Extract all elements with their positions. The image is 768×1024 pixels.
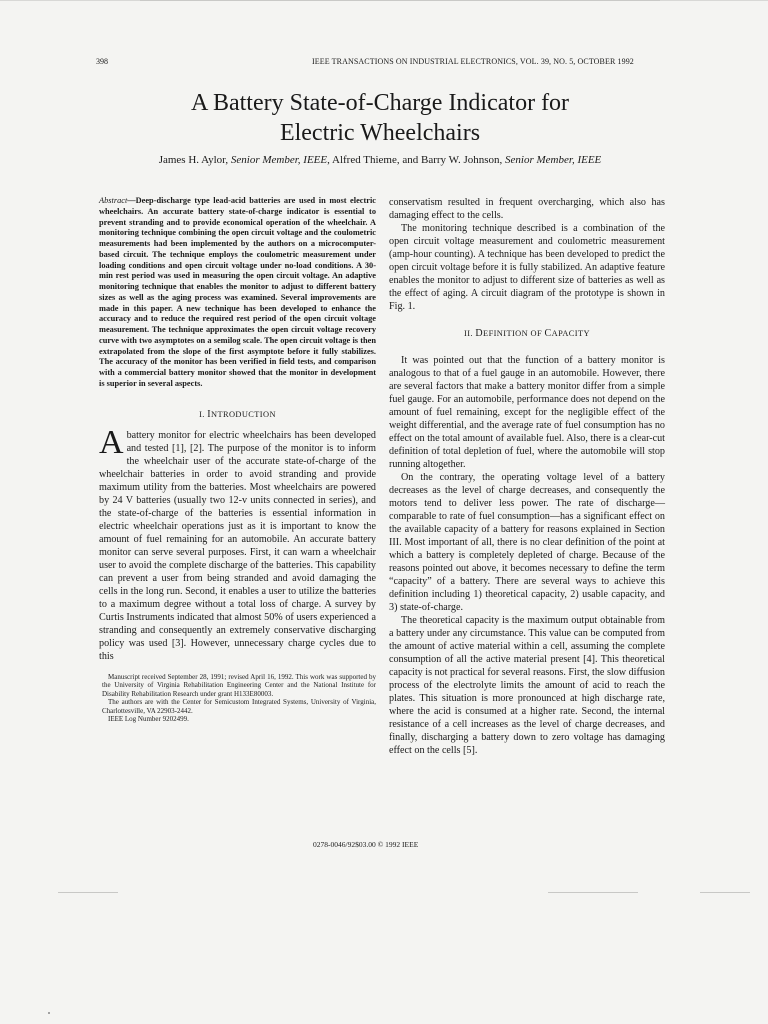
right-column — [389, 196, 665, 757]
author-1-role: Senior Member, IEEE — [230, 154, 328, 166]
scan-artifact — [58, 892, 118, 893]
section-1-heading — [99, 408, 376, 421]
journal-header: IEEE TRANSACTIONS ON INDUSTRIAL ELECTRONICS, VOL. 39, NO. 5, OCTOBER 1992 — [312, 57, 634, 66]
section-1-initial: I — [207, 408, 212, 420]
paper-title — [96, 88, 664, 148]
paragraph-fuel-gauge: It was pointed out that the function of a battery monitor is analogous to that of a fuel gauge in an automobile. However, there are several factors that make a battery monitor differ from a simple fuel gauge. For an automobile, performance does not depend on the amount of fuel remaining, except for the negligible effect of the weight differential, and the average rate of fuel consumption has no effect on the total amount of available fuel. Also, there is a clear-cut definition of total depletion of fuel, where the automobile will stop running altogether. — [389, 355, 665, 470]
section-2-initial-c: C — [544, 328, 552, 339]
paragraph-theoretical-capacity: The theoretical capacity is the maximum output obtainable from a battery under any circumstance. This value can be computed from the amount of active material within a cell, assuming the complete consumption of all the active material present [4]. This theoretical capacity is not practical for several reasons. First, the slow diffusion process of the electrolyte limits the amount of acid to reach the plates. This situation is more pronounced at high discharge rate, where the acid is consumed at a higher rate. Second, the internal resistance of a cell increases as the level of charge decreases, and finally, discharging a battery down to zero voltage has damaging effect on the cells [5]. — [389, 615, 665, 756]
scan-artifact — [548, 892, 638, 893]
introduction-paragraph — [99, 423, 376, 663]
scan-edge-line — [140, 0, 660, 1]
section-2-heading — [389, 327, 665, 340]
author-3-role: Senior Member, IEEE — [505, 154, 602, 166]
paragraph-continuation: conservatism resulted in frequent overcharging, which also has damaging effect to the cells. — [389, 197, 665, 221]
section-1-numeral: I. — [199, 409, 208, 419]
footnote-affiliation: The authors are with the Center for Semicustom Integrated Systems, University of Virginia, Charlottesville, VA 22903-2442. — [102, 698, 376, 715]
page-number: 398 — [96, 57, 108, 66]
author-2-3-names: , Alfred Thieme, and Barry W. Johnson, — [327, 154, 506, 166]
section-2-initial-d: D — [475, 328, 484, 339]
section-1-rest: NTRODUCTION — [211, 409, 276, 419]
author-1-name: James H. Aylor, — [158, 154, 231, 166]
paragraph-operating-voltage: On the contrary, the operating voltage level of a battery decreases as the level of charge decreases, and consequently the motors tend to deliver less power. The rate of discharge—comparable to rate of fuel consumption—has a significant effect on the available capacity of a battery for reasons explained in Section III. Most important of all, there is no clear definition of the point at which a battery is completely depleted of charge. Because of the reasons pointed out above, it becomes necessary to define the term “capacity” of a battery. There are several ways to achieve this definition including 1) theoretical capacity, 2) usable capacity, and 3) state-of-charge. — [389, 472, 665, 613]
scan-artifact — [48, 1012, 50, 1014]
footnote — [99, 673, 376, 725]
introduction-text: battery monitor for electric wheelchairs has been developed and tested [1], [2]. The purpose of the monitor is to inform the wheelchair user of the accurate state-of-charge of the wheelchair batteries in order to avoid stranding and provide maximum utility from the batteries. Most wheelchairs are powered by 24 V batteries (usually two 12-v units connected in series), and the state-of-charge of the batteries is essential information in electric wheelchair operations just as it is important to know the amount of fuel remaining for an automobile. An accurate battery monitor can serve several purposes. First, it can warn a wheelchair user to avoid the complete discharge of the batteries. This capability can prevent a user from being stranded and avoid damaging the cells in the long run. Second, it enables a user to utilize the batteries to a maximum degree without a total loss of charge. A survey by Curtis Instruments indicated that almost 50% of users experienced a stranding and consequently an extremely conservative discharging policy was used [3]. However, unnecessary charge cycles due to this — [99, 429, 376, 662]
section-2-numeral: II. — [464, 329, 476, 338]
abstract-text: —Deep-discharge type lead-acid batteries are used in most electric wheelchairs. An accurate battery state-of-charge indicator is essential to prevent stranding and to provide economical operation of the wheelchair. A monitoring technique combining the open circuit voltage and the coulometric measurements had been implemented by the authors on a microcomputer-based circuit. The technique employs the coulometric measurement under loading conditions and open circuit voltage under no-load conditions. A 30-min rest period was used in measuring the open circuit voltage. An adaptive monitoring technique that enables the monitor to adjust to different battery sizes as well as the aging process was examined. Several improvements are made in this paper. A new technique has been developed to enhance the accuracy and to reduce the required rest period of the open circuit voltage measurement. The technique approximates the open circuit voltage recovery curve with two asymptotes on a semilog scale. The open circuit voltage is then extrapolated from the slope of the first asymptote before it fully stabilizes. The accuracy of the monitor has been verified in field tests, and comparison with a commercial battery monitor showed that the monitor in development is superior in several aspects. — [99, 196, 376, 388]
footnote-log-number: IEEE Log Number 9202499. — [108, 715, 189, 724]
footnote-manuscript: Manuscript received September 28, 1991; revised April 16, 1992. This work was supported by the University of Virginia Rehabilitation Engineering Center and the National Institute for Disability Rehabilitation Research under grant H133E80003. — [102, 672, 376, 698]
section-2-word-2: APACITY — [551, 329, 590, 338]
abstract-label: Abstract — [99, 196, 128, 205]
paragraph-technique: The monitoring technique described is a combination of the open circuit voltage measurement and coulometric measurement (amp-hour counting). A technique has been developed to predict the open circuit voltage before it is fully stabilized. An adaptive feature enables the monitor to adjust to different size of batteries as well as the effect of aging. A circuit diagram of the prototype is shown in Fig. 1. — [389, 223, 665, 312]
title-line-1: A Battery State-of-Charge Indicator for — [190, 90, 570, 116]
title-line-2: Electric Wheelchairs — [279, 120, 481, 146]
scan-artifact — [700, 892, 750, 893]
drop-cap: A — [99, 423, 124, 461]
author-line — [96, 154, 664, 166]
left-column — [99, 196, 376, 724]
copyright-line: 0278-0046/92$03.00 © 1992 IEEE — [313, 840, 419, 849]
section-2-word-1: EFINITION OF — [483, 329, 545, 338]
abstract — [99, 196, 376, 390]
